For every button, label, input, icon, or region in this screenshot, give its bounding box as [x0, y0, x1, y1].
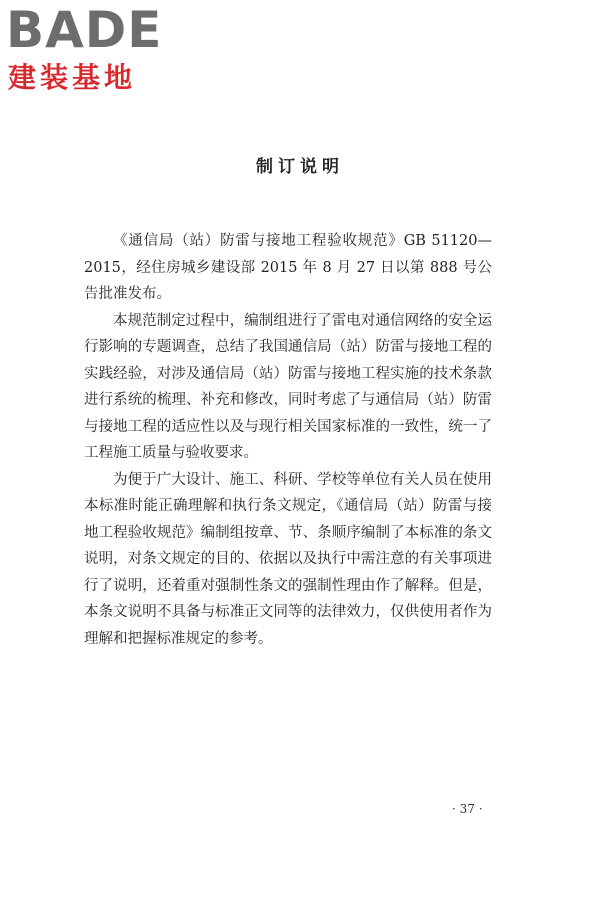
paragraph: 为便于广大设计、施工、科研、学校等单位有关人员在使用本标准时能正确理解和执行条文规定，《通信局（站）防雷与接地工程验收规范》编制组按章、节、条顺序编制了本标准的条文说明，对条文规定的目的、依据以及执行中需注意的有关事项进行了说明，还着重对强制性条文的强制性理由作了解释。但是，本条文说明不具备与标准正文同等的法律效力，仅供使用者作为理解和把握标准规定的参考。	[84, 471, 492, 647]
logo	[6, 1, 176, 96]
logo-wordmark: BADE	[6, 1, 163, 59]
body-text	[84, 228, 492, 652]
paragraph: 《通信局（站）防雷与接地工程验收规范》GB 51120—2015，经住房城乡建设部 2015 年 8 月 27 日以第 888 号公告批准发布。	[84, 233, 492, 302]
paragraph: 本规范制定过程中，编制组进行了雷电对通信网络的安全运行影响的专题调查，总结了我国通信局（站）防雷与接地工程的实践经验，对涉及通信局（站）防雷与接地工程实施的技术条款进行系统的梳理、补充和修改，同时考虑了与通信局（站）防雷与接地工程的适应性以及与现行相关国家标准的一致性，统一了工程施工质量与验收要求。	[84, 312, 492, 461]
logo-subtitle: 建装基地	[8, 61, 137, 94]
page-title: 制订说明	[256, 157, 344, 177]
page-number: · 37 ·	[452, 802, 483, 816]
